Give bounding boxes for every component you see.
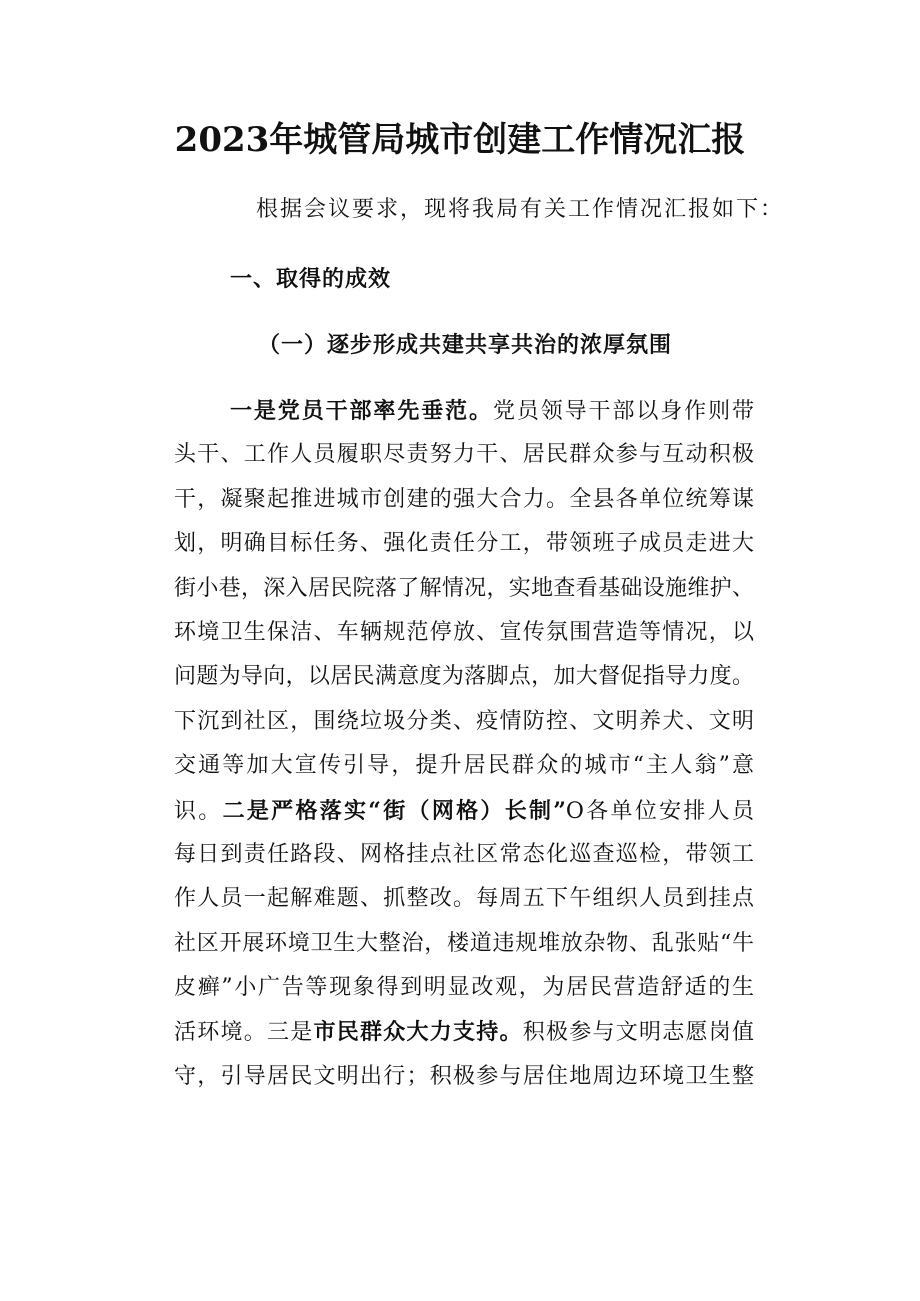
line-text: 头干、工作人员履职尽责努力干、居民群众参与互动积极 bbox=[174, 442, 754, 468]
line-text: 街小巷，深入居民院落了解情况，实地查看基础设施维护、 bbox=[174, 575, 754, 601]
line-text: 守，引导居民文明出行；积极参与居住地周边环境卫生整 bbox=[174, 1063, 754, 1089]
text-line bbox=[174, 705, 754, 749]
line-text: 积极参与文明志愿岗值 bbox=[522, 1020, 754, 1046]
text-line bbox=[174, 1060, 754, 1104]
line-text: 作人员一起解难题、抓整改。每周五下午组织人员到挂点 bbox=[174, 886, 754, 912]
line-text: 社区开展环境卫生大整治，楼道违规堆放杂物、乱张贴“牛 bbox=[174, 930, 754, 956]
line-text: O各单位安排人员 bbox=[565, 798, 754, 824]
line-prefix: 活环境。三是 bbox=[174, 1020, 314, 1046]
text-line bbox=[174, 616, 754, 660]
line-text: 下沉到社区，围绕垃圾分类、疫情防控、文明养犬、文明 bbox=[174, 708, 754, 734]
line-text: 划，明确目标任务、强化责任分工，带领班子成员走进大 bbox=[174, 531, 754, 557]
text-line bbox=[174, 794, 754, 838]
line-text: 党员领导干部以身作则带 bbox=[492, 399, 754, 424]
text-line bbox=[174, 483, 754, 527]
text-line bbox=[174, 749, 754, 793]
bold-phrase: 市民群众大力支持。 bbox=[313, 1019, 523, 1046]
text-line bbox=[174, 660, 754, 704]
line-text: 每日到责任路段、网格挂点社区常态化巡查巡检，带领工 bbox=[174, 841, 754, 867]
text-line bbox=[174, 971, 754, 1015]
document-title: 2023年城管局城市创建工作情况汇报 bbox=[174, 120, 746, 160]
text-line bbox=[174, 927, 754, 971]
line-text: 交通等加大宣传引导，提升居民群众的城市“主人翁”意 bbox=[174, 753, 754, 779]
line-prefix: 识。 bbox=[174, 798, 223, 824]
line-text: 问题为导向，以居民满意度为落脚点，加大督促指导力度。 bbox=[174, 664, 754, 690]
text-line bbox=[174, 438, 754, 482]
line-text: 皮癣”小广告等现象得到明显改观，为居民营造舒适的生 bbox=[174, 975, 754, 1001]
body-paragraph bbox=[174, 394, 754, 1104]
text-line bbox=[174, 527, 754, 571]
text-line bbox=[174, 838, 754, 882]
line-text: 干，凝聚起推进城市创建的强大合力。全县各单位统筹谋 bbox=[174, 486, 754, 512]
text-line bbox=[174, 882, 754, 926]
intro-paragraph: 根据会议要求，现将我局有关工作情况汇报如下： bbox=[256, 197, 785, 222]
text-line bbox=[174, 572, 754, 616]
section-heading: 一、取得的成效 bbox=[230, 266, 392, 292]
line-text: 环境卫生保洁、车辆规范停放、宣传氛围营造等情况，以 bbox=[174, 619, 754, 645]
text-line bbox=[174, 1015, 754, 1059]
subsection-heading: （一）逐步形成共建共享共治的浓厚氛围 bbox=[258, 332, 673, 358]
text-line bbox=[174, 394, 754, 438]
bold-phrase: 一是党员干部率先垂范。 bbox=[230, 398, 493, 424]
bold-phrase: 二是严格落实“街（网格）长制” bbox=[222, 797, 566, 824]
